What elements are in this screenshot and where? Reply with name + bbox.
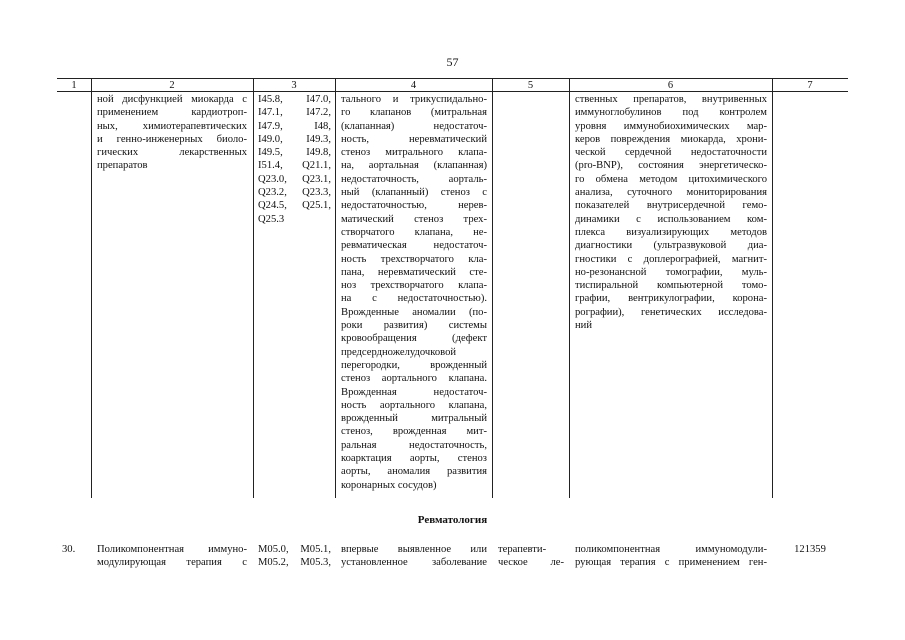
text-line: матический стеноз трех- — [341, 213, 487, 225]
text-line: диагностики (ультразвуковой диа- — [575, 240, 767, 252]
text-line: Врожденная недостаточ- — [341, 386, 487, 398]
text-line: показателей внутрисердечной гемо- — [575, 200, 767, 212]
header-bottom-border — [57, 91, 848, 92]
text-line: (pro-BNP), состояния энергетическо- — [575, 160, 767, 172]
text-line: стеноз митрального клапа- — [341, 147, 487, 159]
text-line: недостаточностью, нерев- — [341, 200, 487, 212]
row2-col6-text — [575, 543, 767, 570]
text-line: створчатого клапана, не- — [341, 226, 487, 238]
row2-col2-text — [97, 543, 247, 570]
text-line: роки развития) системы — [341, 320, 487, 332]
code-line: I45.8, I47.0, — [258, 94, 331, 105]
row2-col7-value: 121359 — [794, 544, 826, 555]
code-line: M05.2, M05.3, — [258, 557, 331, 569]
col-divider-4 — [492, 78, 493, 498]
text-line: предсердножелудочковой — [341, 346, 457, 358]
code-line: I47.9, I48, — [258, 120, 331, 132]
col-divider-2 — [253, 78, 254, 498]
text-line: ний — [575, 320, 593, 332]
col-divider-6 — [772, 78, 773, 498]
col-divider-3 — [335, 78, 336, 498]
header-col-6: 6 — [667, 80, 674, 91]
text-line: динамики с использованием ком- — [575, 213, 767, 225]
col-divider-5 — [569, 78, 570, 498]
text-line: го клапанов (митральная — [341, 107, 487, 119]
text-line: плекса визуализирующих методов — [575, 226, 767, 238]
text-line: ческой сердечной недостаточности — [575, 147, 767, 159]
text-line: ственных препаратов, внутривенных — [575, 94, 767, 105]
text-line: установленное заболевание — [341, 557, 487, 569]
header-col-2: 2 — [169, 80, 175, 91]
text-line: Поликомпонентная иммуно- — [97, 544, 247, 555]
text-line: ральная недостаточность, — [341, 439, 487, 451]
text-line: ность трехстворчатого кла- — [341, 253, 487, 265]
text-line: недостаточность, аорталь- — [341, 173, 487, 185]
text-line: врожденный митральный — [341, 413, 487, 425]
section-heading: Ревматология — [417, 514, 488, 526]
text-line: гических лекарственных — [97, 147, 247, 159]
code-line: Q23.2, Q23.3, — [258, 187, 331, 199]
text-line: ность, неревматический — [341, 133, 487, 145]
text-line: коарктация аорты, стеноз — [341, 453, 487, 465]
text-line: терапевти- — [498, 544, 547, 555]
header-col-7: 7 — [807, 80, 813, 91]
text-line: иммуноглобулинов под контролем — [575, 107, 767, 119]
text-line: Врожденные аномалии (по- — [341, 306, 487, 318]
text-line: тального и трикуспидально- — [341, 94, 487, 105]
header-col-3: 3 — [291, 80, 297, 91]
text-line: модулирующая терапия с — [97, 557, 247, 569]
text-line: поликомпонентная иммуномодули- — [575, 544, 767, 555]
text-line: ческое ле- — [498, 557, 564, 569]
text-line: рующая терапия с применением ген- — [575, 557, 767, 569]
text-line: препаратов — [97, 160, 148, 172]
text-line: графии, вентрикулографии, корона- — [575, 293, 767, 305]
row2-col4-text — [341, 543, 487, 570]
text-line: кровообращения (дефект — [341, 333, 487, 345]
row2-col5-text — [498, 543, 564, 570]
text-line: уровня иммунобиохимических мар- — [575, 120, 767, 132]
text-line: гностики с доплерографией, магнит- — [575, 253, 767, 265]
text-line: стеноз, врожденная мит- — [341, 426, 487, 438]
code-line: Q25.3 — [258, 213, 285, 225]
code-line: I51.4, Q21.1, — [258, 160, 331, 172]
text-line: ной дисфункцией миокарда с — [97, 94, 247, 105]
text-line: ревматическая недостаточ- — [341, 240, 487, 252]
text-line: го обмена методом цитохимического — [575, 173, 767, 185]
text-line: но-резонансной томографии, муль- — [575, 266, 767, 278]
text-line: применением кардиотроп- — [97, 107, 247, 119]
header-col-5: 5 — [527, 80, 534, 91]
text-line: пана, неревматический сте- — [341, 266, 487, 278]
row2-number: 30. — [62, 544, 76, 555]
text-line: (клапанная) недостаточ- — [341, 120, 487, 132]
row1-col3-codes — [258, 93, 331, 226]
text-line: стеноз аортального клапана. — [341, 373, 487, 385]
text-line: рографии), генетических исследова- — [575, 306, 767, 318]
text-line: ный (клапанный) стеноз с — [341, 187, 487, 199]
text-line: перегородки, врожденный — [341, 359, 487, 371]
code-line: I47.1, I47.2, — [258, 107, 331, 119]
row2-col3-codes — [258, 543, 331, 570]
row1-col6-text — [575, 93, 767, 332]
code-line: Q23.0, Q23.1, — [258, 173, 331, 185]
code-line: Q24.5, Q25.1, — [258, 200, 331, 212]
text-line: и генно-инженерных биоло- — [97, 133, 247, 145]
text-line: аорты, аномалия развития — [341, 466, 487, 478]
text-line: тиспиральной компьютерной томо- — [575, 280, 767, 292]
col-divider-1 — [91, 78, 92, 498]
header-col-4: 4 — [410, 80, 417, 91]
text-line: керов повреждения миокарда, хрони- — [575, 133, 767, 145]
text-line: ных, химиотерапевтических — [97, 120, 247, 132]
header-col-1: 1 — [71, 80, 77, 91]
text-line: анализа, суточного мониторирования — [575, 187, 767, 199]
text-line: ность аортального клапана, — [341, 399, 487, 411]
row1-col2-text — [97, 93, 247, 173]
table-top-border — [57, 78, 848, 79]
text-line: впервые выявленное или — [341, 544, 487, 555]
text-line: ноз трехстворчатого клапа- — [341, 280, 487, 292]
text-line: на, аортальная (клапанная) — [341, 160, 487, 172]
row1-col4-text — [341, 93, 487, 492]
text-line: на с недостаточностью). — [341, 293, 487, 305]
text-line: коронарных сосудов) — [341, 479, 437, 491]
code-line: I49.5, I49.8, — [258, 147, 331, 159]
code-line: I49.0, I49.3, — [258, 133, 331, 145]
page-number: 57 — [446, 55, 459, 69]
code-line: M05.0, M05.1, — [258, 544, 331, 555]
